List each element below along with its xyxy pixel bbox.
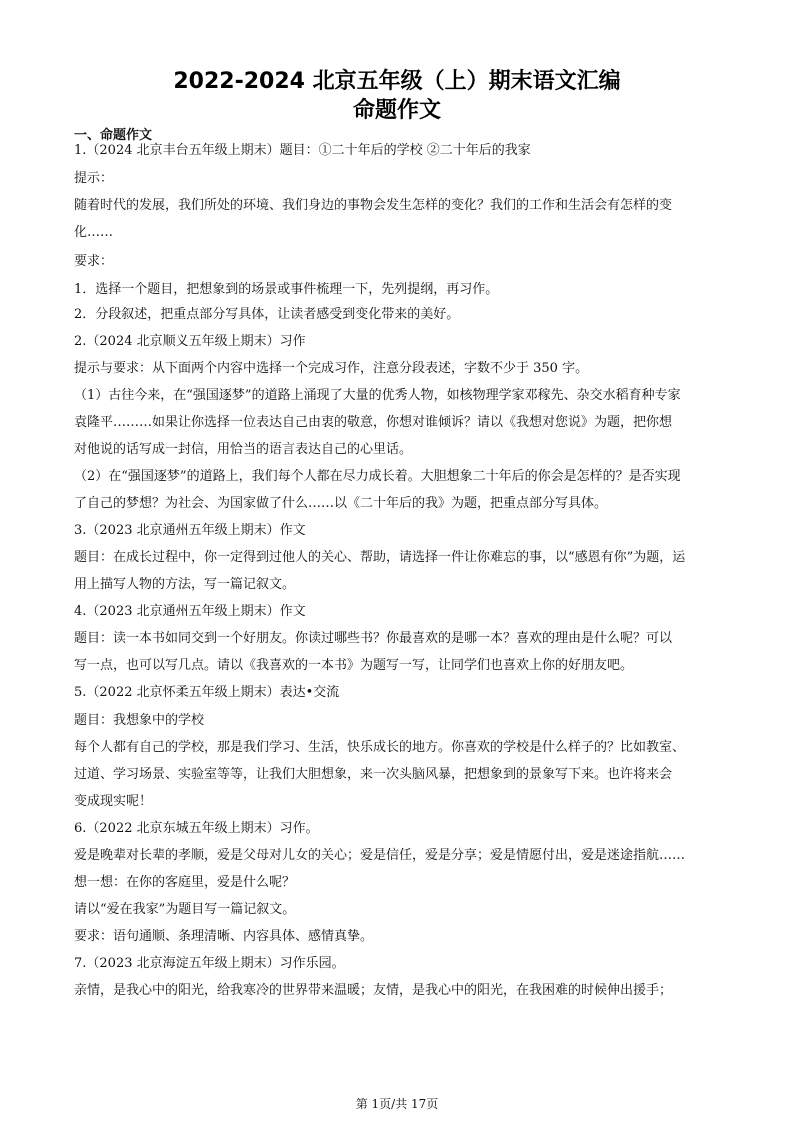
- text-line: 3.（2023 北京通州五年级上期末）作文: [74, 523, 306, 538]
- section-heading: 一、命题作文: [74, 128, 153, 143]
- text-line: 了自己的梦想？为社会、为国家做了什么……以《二十年后的我》为题，把重点部分写具体。: [74, 496, 608, 511]
- text-line: （1）古往今来，在“强国逐梦”的道路上涌现了大量的优秀人物，如核物理学家邓稼先、杂交水稻育种专家: [74, 388, 681, 403]
- text-line: 6.（2022 北京东城五年级上期末）习作。: [74, 821, 319, 836]
- text-line: 5.（2022 北京怀柔五年级上期末）表达•交流: [74, 685, 340, 700]
- text-line: 爱是晚辈对长辈的孝顺，爱是父母对儿女的关心；爱是信任，爱是分享；爱是情愿付出，爱是迷途指航……: [74, 848, 686, 863]
- text-line: 每个人都有自己的学校，那是我们学习、生活，快乐成长的地方。你喜欢的学校是什么样子的？比如教室、: [74, 740, 686, 755]
- text-line: 1.（2024 北京丰台五年级上期末）题目：①二十年后的学校 ②二十年后的我家: [74, 143, 531, 158]
- text-line: 过道、学习场景、实验室等等，让我们大胆想象，来一次头脑风暴，把想象到的景象写下来。也许将来会: [74, 767, 673, 782]
- text-line: 袁隆平………如果让你选择一位表达自己由衷的敬意，你想对谁倾诉？请以《我想对您说》为题，把你想: [74, 415, 673, 430]
- document-title: 2022-2024 北京五年级（上）期末语文汇编: [173, 69, 621, 94]
- text-line: 想一想：在你的客庭里，爱是什么呢？: [74, 875, 296, 890]
- text-line: 化……: [74, 225, 114, 240]
- text-line: 随着时代的发展，我们所处的环境、我们身边的事物会发生怎样的变化？我们的工作和生活会有怎样的变: [74, 198, 673, 213]
- text-line: 1．选择一个题目，把想象到的场景或事件梳理一下，先列提纲，再习作。: [74, 282, 499, 297]
- text-line: 题目：读一本书如同交到一个好朋友。你读过哪些书？你最喜欢的是哪一本？喜欢的理由是什么呢？可以: [74, 631, 673, 646]
- text-line: 要求：语句通顺、条理清晰、内容具体、感情真挚。: [74, 929, 374, 944]
- page-footer: 第 1页/共 17页: [355, 1097, 439, 1111]
- text-line: 变成现实呢！: [74, 794, 153, 809]
- text-line: 请以“爱在我家”为题目写一篇记叙文。: [74, 902, 296, 917]
- text-line: 提示与要求：从下面两个内容中选择一个完成习作，注意分段表述，字数不少于 350 字。: [74, 361, 589, 376]
- text-line: 7.（2023 北京海淀五年级上期末）习作乐园。: [74, 956, 345, 971]
- text-line: 题目：在成长过程中，你一定得到过他人的关心、帮助，请选择一件让你难忘的事，以“感恩有你”为题，运: [74, 550, 686, 565]
- text-line: 写一点，也可以写几点。请以《我喜欢的一本书》为题写一写，让同学们也喜欢上你的好朋友吧。: [74, 658, 634, 673]
- text-line: 2.（2024 北京顺义五年级上期末）习作: [74, 334, 306, 349]
- document-subtitle: 命题作文: [352, 98, 441, 123]
- text-line: 亲情，是我心中的阳光，给我寒冷的世界带来温暖；友情，是我心中的阳光，在我困难的时候伸出援手；: [74, 983, 673, 998]
- text-line: 对他说的话写成一封信，用恰当的语言表达自己的心里话。: [74, 442, 413, 457]
- text-line: 2．分段叙述，把重点部分写具体，让读者感受到变化带来的美好。: [74, 307, 460, 322]
- text-line: 要求：: [74, 254, 114, 269]
- text-line: （2）在“强国逐梦”的道路上，我们每个人都在尽力成长着。大胆想象二十年后的你会是怎样的？是否实现: [74, 469, 681, 484]
- text-line: 用上描写人物的方法，写一篇记叙文。: [74, 577, 296, 592]
- text-line: 提示：: [74, 171, 114, 186]
- text-line: 题目：我想象中的学校: [74, 713, 205, 728]
- text-line: 4.（2023 北京通州五年级上期末）作文: [74, 604, 306, 619]
